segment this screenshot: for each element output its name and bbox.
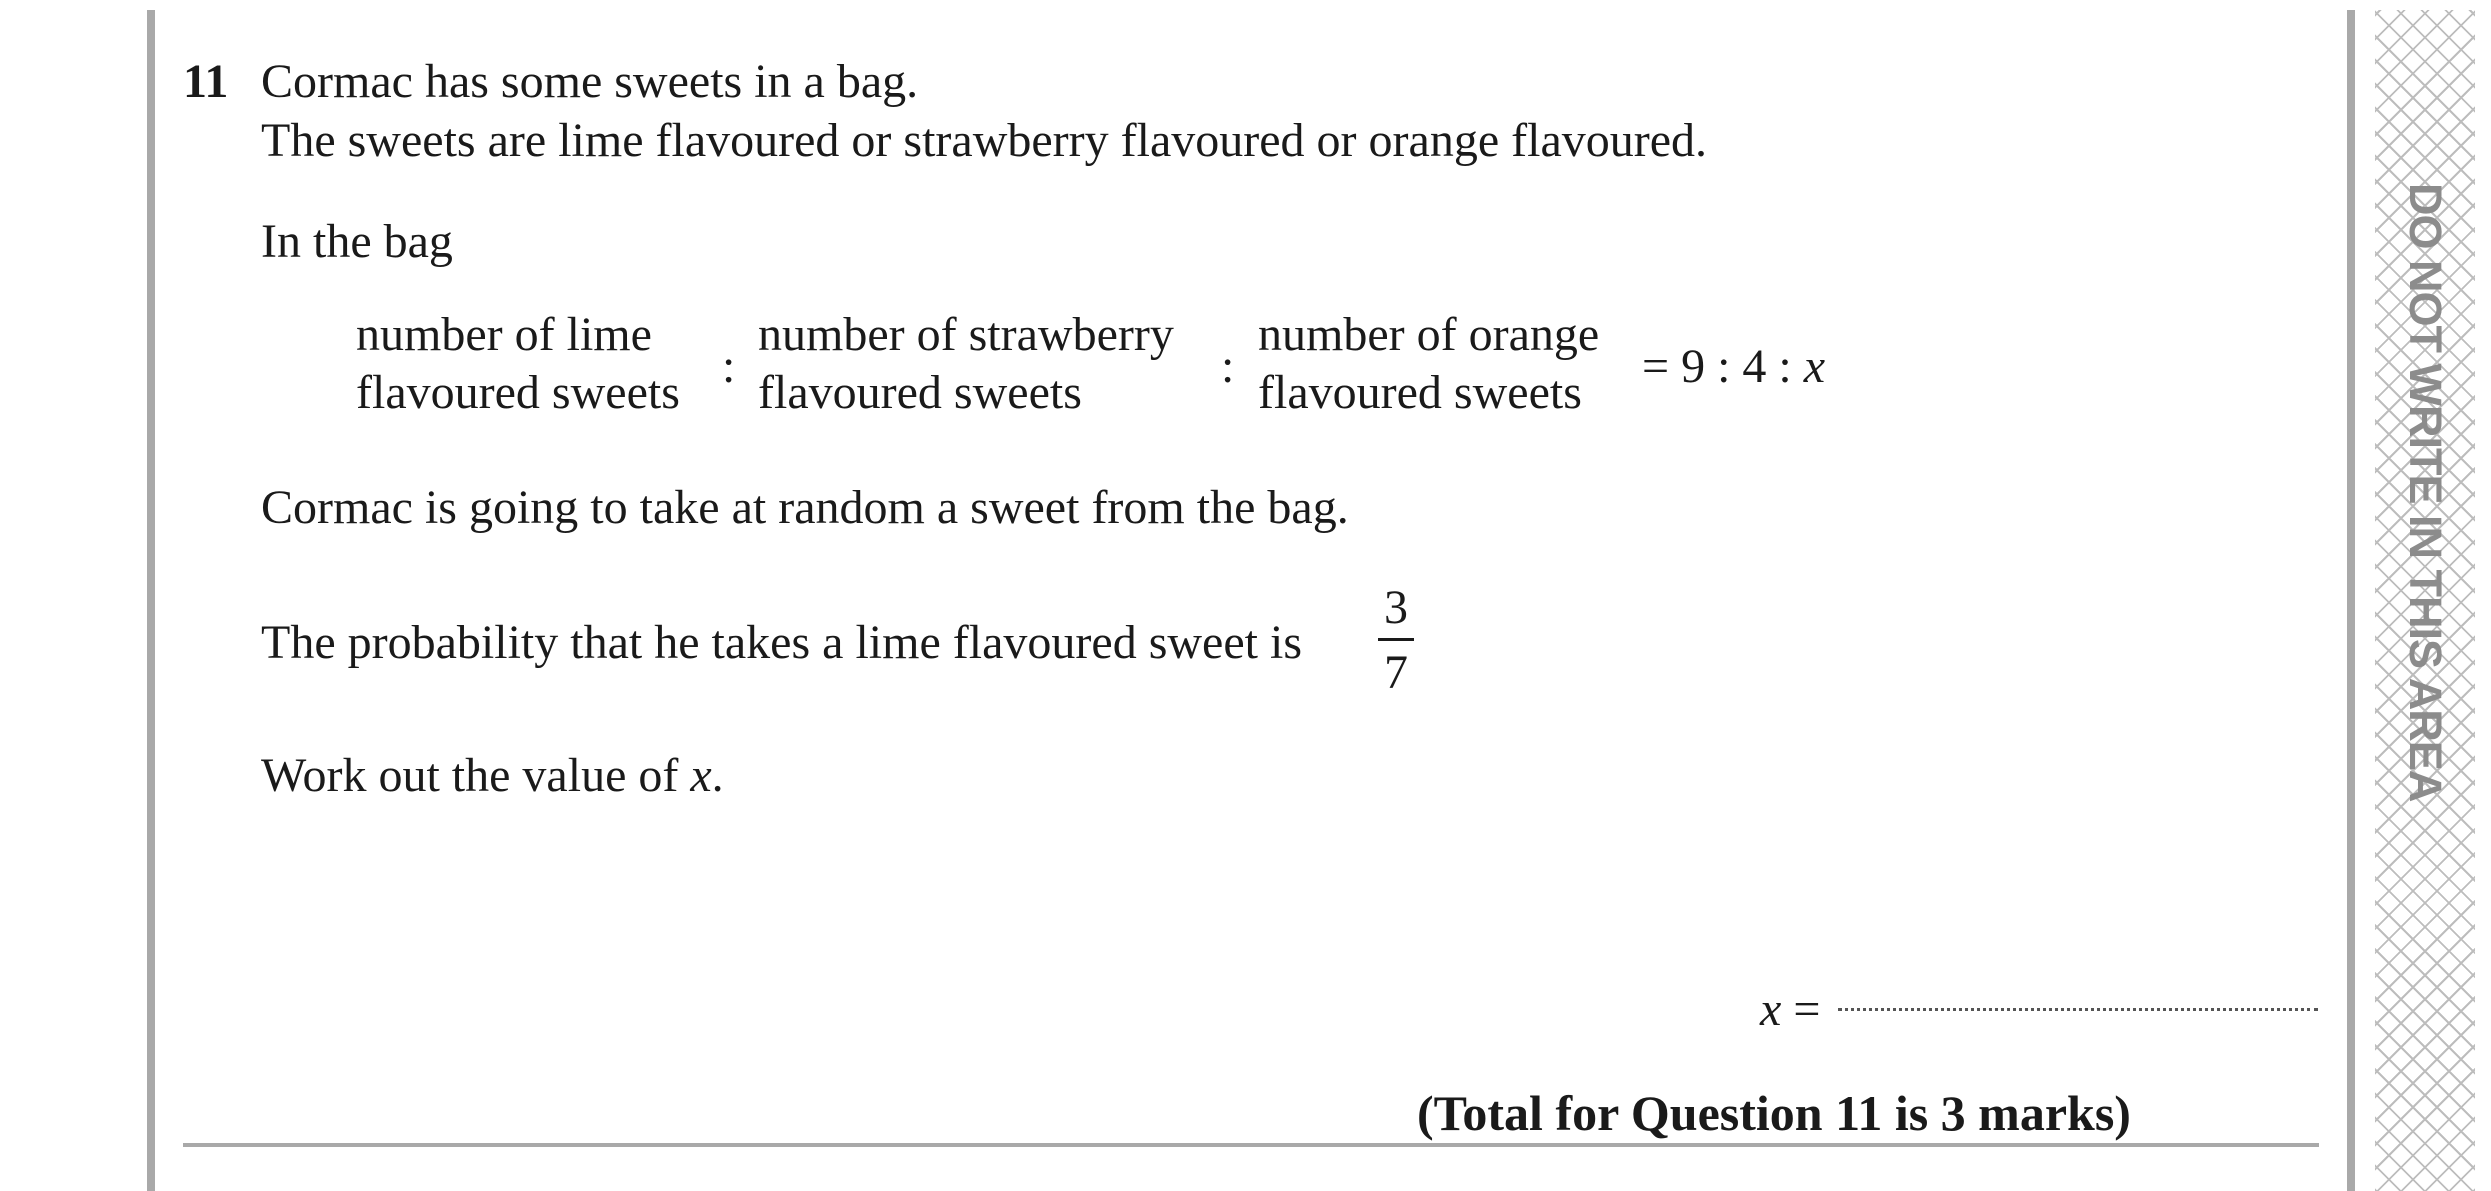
- answer-line[interactable]: [1838, 1008, 2318, 1011]
- in-the-bag-text: In the bag: [261, 215, 453, 268]
- task-variable: x: [690, 749, 712, 802]
- question-number: 11: [183, 55, 229, 108]
- answer-label: x =: [1760, 983, 1821, 1036]
- ratio-strawberry-term: [758, 306, 1174, 422]
- ratio-equals: [1642, 340, 1826, 393]
- total-marks: (Total for Question 11 is 3 marks): [1417, 1085, 2131, 1141]
- ratio-orange-term: [1258, 306, 1599, 422]
- task-instruction: Work out the value of x.: [261, 749, 724, 802]
- do-not-write-warning: DO NOT WRITE IN THIS AREA: [2400, 183, 2451, 802]
- fraction-numerator: 3: [1384, 581, 1408, 634]
- ratio-lime-term: [356, 306, 680, 422]
- ratio-orange-line-1: number of orange: [1258, 308, 1600, 361]
- question-line-1: Cormac has some sweets in a bag.: [261, 55, 919, 108]
- fraction-denominator: 7: [1384, 646, 1408, 699]
- bottom-rule: [183, 1143, 2319, 1147]
- question-line-2: The sweets are lime flavoured or strawberry flavoured or orange flavoured.: [261, 114, 1708, 167]
- ratio-variable: x: [1803, 340, 1826, 393]
- ratio-colon-2: :: [1221, 340, 1235, 393]
- right-margin-rule: [2347, 10, 2355, 1191]
- ratio-lime-line-2: flavoured sweets: [356, 366, 680, 419]
- ratio-colon-1: :: [722, 340, 736, 393]
- left-margin-rule: [147, 10, 155, 1191]
- probability-text: The probability that he takes a lime flavoured sweet is: [261, 616, 1302, 669]
- take-random-text: Cormac is going to take at random a sweet from the bag.: [261, 481, 1349, 534]
- ratio-strawberry-line-2: flavoured sweets: [758, 366, 1082, 419]
- probability-fraction: [1378, 580, 1414, 701]
- answer-variable: x: [1760, 983, 1782, 1036]
- fraction-bar: [1378, 638, 1414, 641]
- ratio-strawberry-line-1: number of strawberry: [758, 308, 1174, 361]
- ratio-values: = 9 : 4 :: [1642, 340, 1804, 393]
- ratio-lime-line-1: number of lime: [356, 308, 652, 361]
- ratio-orange-line-2: flavoured sweets: [1258, 366, 1582, 419]
